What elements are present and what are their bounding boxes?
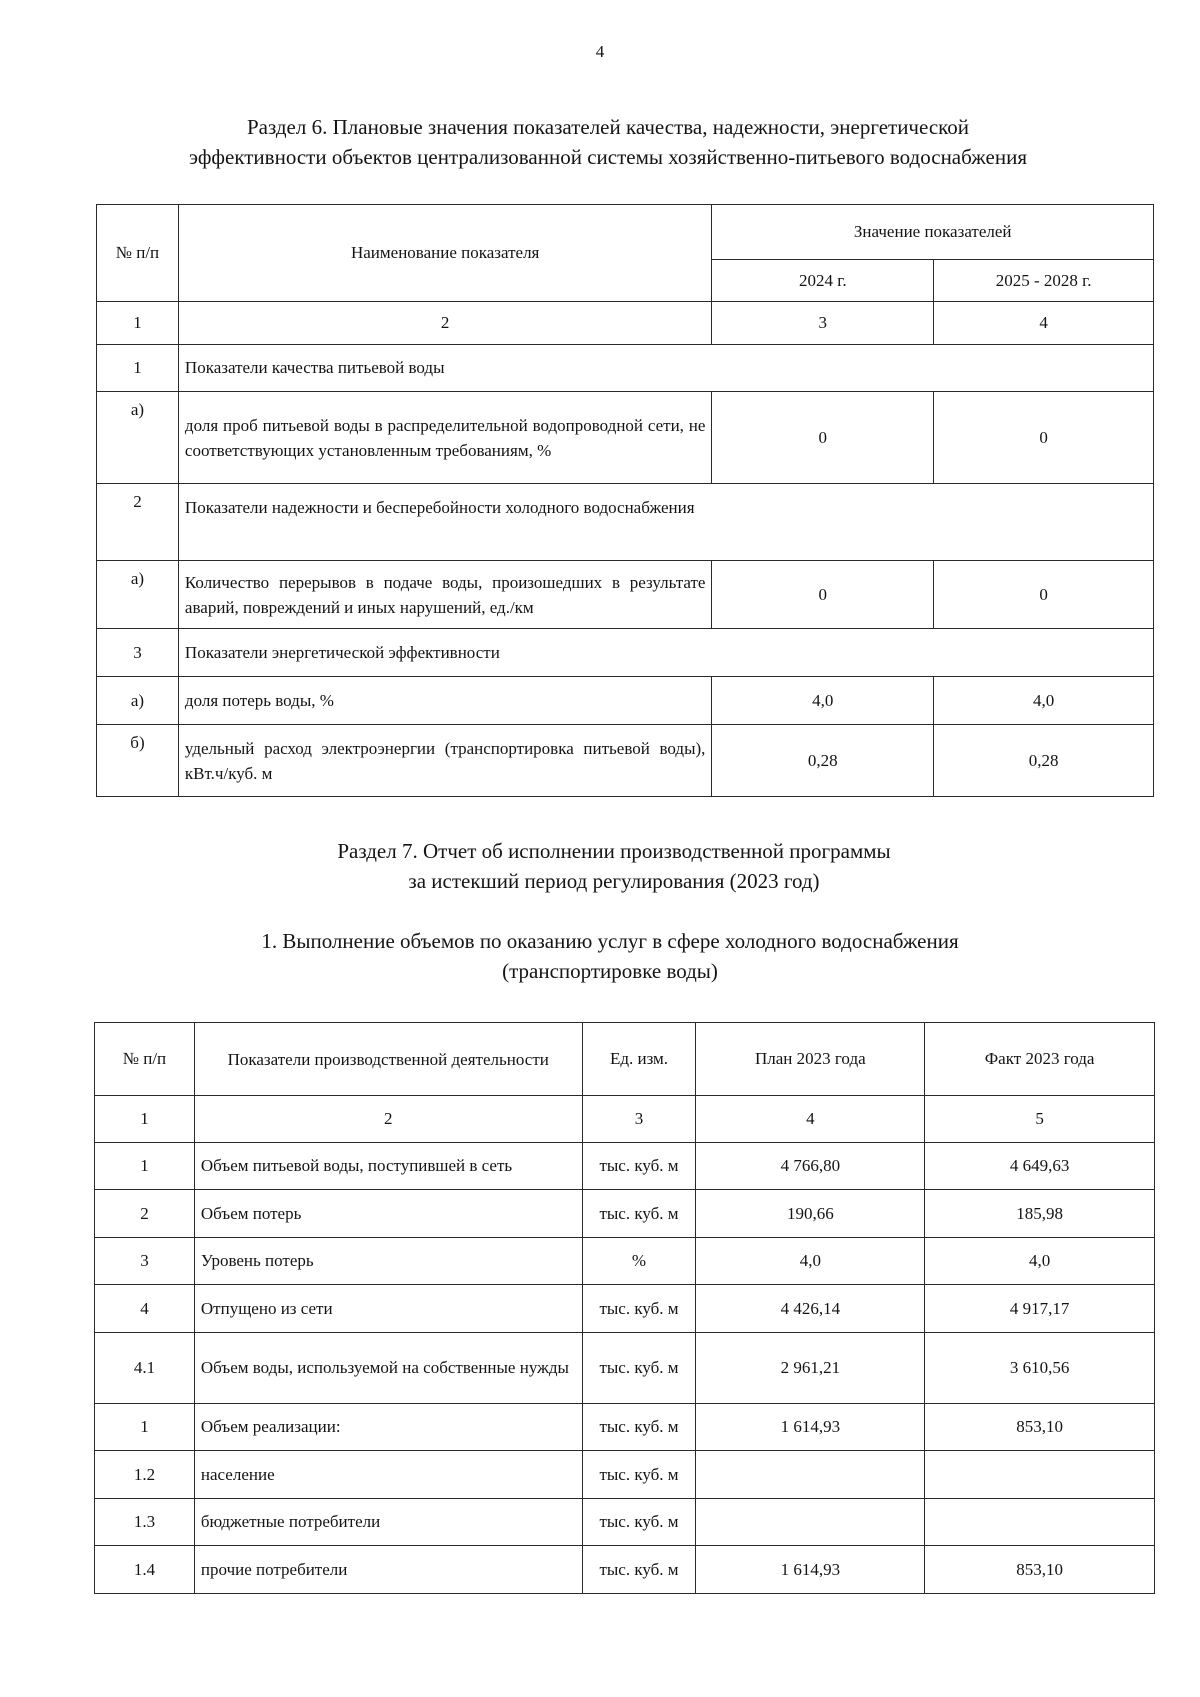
row-unit: тыс. куб. м [582,1143,696,1190]
row-fact: 4 917,17 [925,1285,1155,1333]
group-num: 2 [97,484,179,561]
group-title: Показатели надежности и бесперебойности холодного водоснабжения [178,484,1153,561]
section6-table [96,204,1154,797]
colnum: 4 [934,302,1154,345]
row-num: 1 [95,1143,195,1190]
row-plan: 4 426,14 [696,1285,925,1333]
row-unit: тыс. куб. м [582,1190,696,1238]
group-row [97,484,1154,561]
table-row [95,1238,1155,1285]
row-num: 3 [95,1238,195,1285]
group-num: 3 [97,629,179,677]
colnum: 3 [712,302,934,345]
section7-subtitle-line2: (транспортировке воды) [502,959,718,983]
table-row [95,1190,1155,1238]
row-unit: тыс. куб. м [582,1404,696,1451]
row-value-2025-2028: 0 [934,392,1154,484]
row-name: население [194,1451,582,1499]
row-fact [925,1499,1155,1546]
section7-title [14,836,1200,896]
column-numbers-row [95,1096,1155,1143]
row-num: 1.3 [95,1499,195,1546]
row-name: Уровень потерь [194,1238,582,1285]
row-num: б) [97,725,179,797]
row-name: Объем питьевой воды, поступившей в сеть [194,1143,582,1190]
row-unit: тыс. куб. м [582,1451,696,1499]
group-title: Показатели энергетической эффективности [178,629,1153,677]
row-fact: 185,98 [925,1190,1155,1238]
row-value-2024: 0 [712,392,934,484]
row-plan [696,1451,925,1499]
row-unit: тыс. куб. м [582,1546,696,1594]
table-row [95,1499,1155,1546]
row-name: доля проб питьевой воды в распределительной водопроводной сети, не соответствующих установленным требованиям, % [178,392,712,484]
row-value-2024: 4,0 [712,677,934,725]
table-row [95,1333,1155,1404]
row-num: 4 [95,1285,195,1333]
row-fact: 853,10 [925,1404,1155,1451]
header-name: Показатели производственной деятельности [194,1023,582,1096]
table-row [95,1143,1155,1190]
table-row [97,561,1154,629]
row-name: Объем воды, используемой на собственные нужды [194,1333,582,1404]
header-num: № п/п [95,1023,195,1096]
colnum: 2 [178,302,712,345]
table-row [95,1285,1155,1333]
row-name: Объем потерь [194,1190,582,1238]
row-plan [696,1499,925,1546]
row-unit: тыс. куб. м [582,1499,696,1546]
table-row [95,1451,1155,1499]
row-value-2025-2028: 0,28 [934,725,1154,797]
header-year-2025-2028: 2025 - 2028 г. [934,260,1154,302]
table-row [97,725,1154,797]
colnum: 3 [582,1096,696,1143]
row-plan: 190,66 [696,1190,925,1238]
section7-title-line1: Раздел 7. Отчет об исполнении производственной программы [337,839,891,863]
header-fact: Факт 2023 года [925,1023,1155,1096]
row-plan: 1 614,93 [696,1546,925,1594]
group-row [97,345,1154,392]
row-value-2025-2028: 4,0 [934,677,1154,725]
header-values: Значение показателей [712,205,1154,260]
section7-title-line2: за истекший период регулирования (2023 год) [408,869,820,893]
colnum: 1 [97,302,179,345]
row-fact: 853,10 [925,1546,1155,1594]
row-num: а) [97,677,179,725]
section6-title [38,112,1178,172]
row-num: 1.4 [95,1546,195,1594]
row-num: 4.1 [95,1333,195,1404]
row-name: Отпущено из сети [194,1285,582,1333]
section6-title-line1: Раздел 6. Плановые значения показателей качества, надежности, энергетической [246,115,970,139]
row-name: прочие потребители [194,1546,582,1594]
row-fact: 3 610,56 [925,1333,1155,1404]
row-plan: 2 961,21 [696,1333,925,1404]
row-fact: 4,0 [925,1238,1155,1285]
row-value-2025-2028: 0 [934,561,1154,629]
row-num: а) [97,392,179,484]
row-value-2024: 0,28 [712,725,934,797]
colnum: 4 [696,1096,925,1143]
row-name: удельный расход электроэнергии (транспортировка питьевой воды), кВт.ч/куб. м [178,725,712,797]
colnum: 1 [95,1096,195,1143]
section7-table [94,1022,1155,1594]
row-plan: 4 766,80 [696,1143,925,1190]
row-num: а) [97,561,179,629]
row-num: 2 [95,1190,195,1238]
group-title: Показатели качества питьевой воды [178,345,1153,392]
row-num: 1.2 [95,1451,195,1499]
row-value-2024: 0 [712,561,934,629]
colnum: 2 [194,1096,582,1143]
table-row [95,1404,1155,1451]
header-num: № п/п [97,205,179,302]
header-name: Наименование показателя [178,205,712,302]
row-name: бюджетные потребители [194,1499,582,1546]
row-name: Объем реализации: [194,1404,582,1451]
row-fact: 4 649,63 [925,1143,1155,1190]
row-plan: 4,0 [696,1238,925,1285]
table-row [97,392,1154,484]
row-name: Количество перерывов в подаче воды, произошедших в результате аварий, повреждений и иных нарушений, ед./км [178,561,712,629]
row-unit: тыс. куб. м [582,1333,696,1404]
group-num: 1 [97,345,179,392]
row-unit: тыс. куб. м [582,1285,696,1333]
row-name: доля потерь воды, % [178,677,712,725]
row-unit: % [582,1238,696,1285]
row-fact [925,1451,1155,1499]
page-number: 4 [595,42,605,61]
row-num: 1 [95,1404,195,1451]
row-plan: 1 614,93 [696,1404,925,1451]
header-unit: Ед. изм. [582,1023,696,1096]
section7-subtitle-line1: 1. Выполнение объемов по оказанию услуг в сфере холодного водоснабжения [261,929,959,953]
group-row [97,629,1154,677]
table-row [95,1546,1155,1594]
header-year-2024: 2024 г. [712,260,934,302]
section7-subtitle [40,926,1180,986]
header-plan: План 2023 года [696,1023,925,1096]
section6-title-line2: эффективности объектов централизованной системы хозяйственно-питьевого водоснабжения [189,145,1027,169]
colnum: 5 [925,1096,1155,1143]
column-numbers-row [97,302,1154,345]
table-row [97,677,1154,725]
